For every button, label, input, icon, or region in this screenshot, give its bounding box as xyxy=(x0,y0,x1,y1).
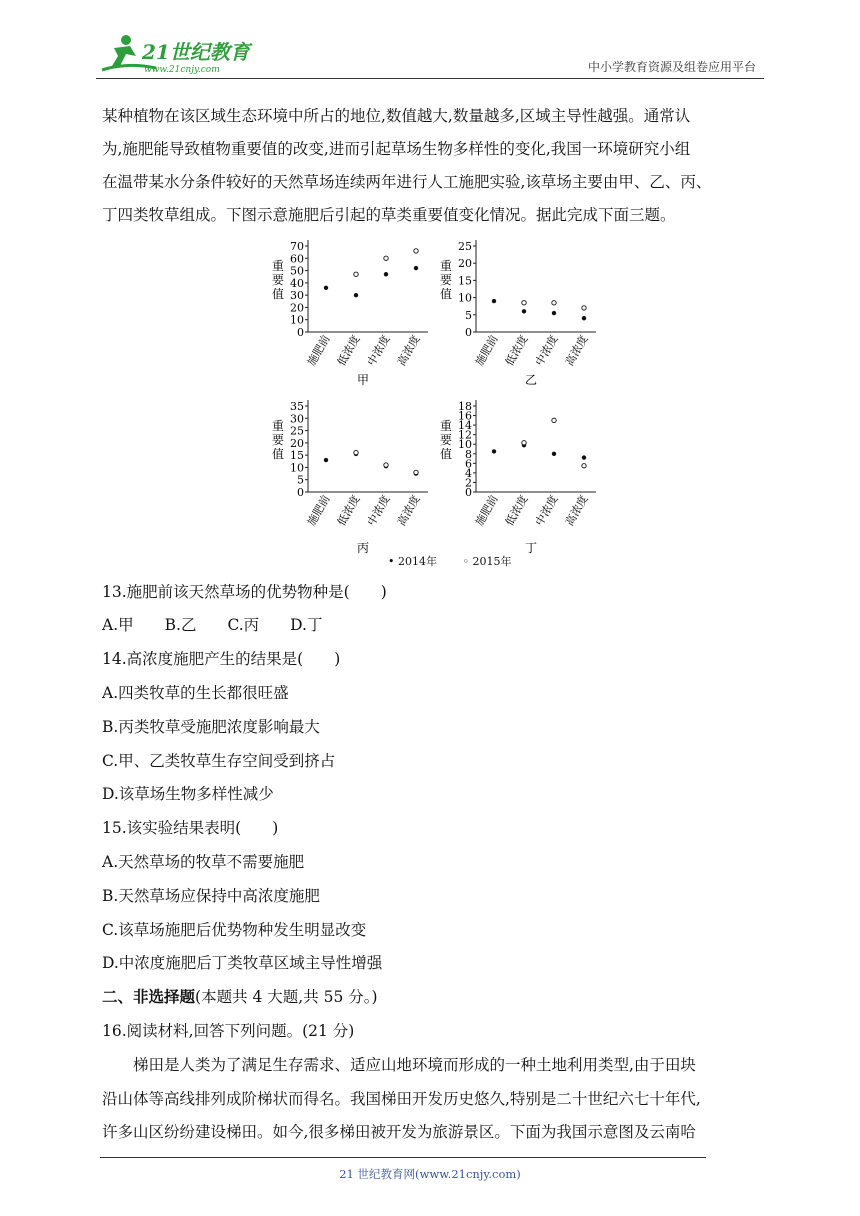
chart-legend xyxy=(388,553,533,569)
y-axis-label: 重 xyxy=(439,419,453,433)
q16-line-2: 沿山体等高线排列成阶梯状而得名。我国梯田开发历史悠久,特别是二十世纪六七十年代, xyxy=(102,1090,701,1108)
y-tick-label: 2 xyxy=(465,476,472,490)
intro-line-3: 在温带某水分条件较好的天然草场连续两年进行人工施肥实验,该草场主要由甲、乙、丙、 xyxy=(102,173,712,191)
point-2015 xyxy=(522,301,526,305)
y-tick-label: 25 xyxy=(290,424,304,438)
y-tick-label: 15 xyxy=(290,449,304,463)
x-tick-label: 高浓度 xyxy=(394,493,423,529)
q16-line-1: 梯田是人类为了满足生存需求、适应山地环境而形成的一种土地利用类型,由于田块 xyxy=(102,1056,696,1074)
q13-options: A.甲 B.乙 C.丙 D.丁 xyxy=(102,616,323,634)
y-tick-label: 15 xyxy=(458,274,472,288)
intro-line-2: 为,施肥能导致植物重要值的改变,进而引起草场生物多样性的变化,我国一环境研究小组 xyxy=(102,140,691,158)
y-tick-label: 10 xyxy=(290,461,304,475)
legend-2015: ◦ 2015年 xyxy=(462,555,512,568)
y-tick-label: 10 xyxy=(290,313,304,327)
point-2015 xyxy=(384,463,388,467)
x-tick-label: 中浓度 xyxy=(364,493,393,529)
point-2015 xyxy=(522,441,526,445)
chart-title: 丙 xyxy=(356,541,370,555)
y-tick-label: 30 xyxy=(290,412,304,426)
y-axis-label: 重 xyxy=(439,259,453,273)
y-tick-label: 8 xyxy=(465,447,472,461)
y-axis-label: 重 xyxy=(271,419,285,433)
y-tick-label: 25 xyxy=(458,240,472,253)
x-tick-label: 中浓度 xyxy=(532,493,561,529)
point-2014 xyxy=(354,293,358,297)
q14-option-c: C.甲、乙类牧草生存空间受到挤占 xyxy=(102,752,336,770)
y-axis-label: 要 xyxy=(271,433,285,447)
point-2014 xyxy=(414,266,418,270)
section2-note: (本题共 4 大题,共 55 分。) xyxy=(195,988,378,1006)
point-2014 xyxy=(492,299,496,303)
y-tick-label: 60 xyxy=(290,252,304,266)
y-axis-label: 值 xyxy=(439,287,453,301)
footer-text: 21 世纪教育网(www.21cnjy.com) xyxy=(339,1167,521,1181)
point-2015 xyxy=(582,306,586,310)
point-2015 xyxy=(552,418,556,422)
q16-line-3: 许多山区纷纷建设梯田。如今,很多梯田被开发为旅游景区。下面为我国示意图及云南哈 xyxy=(102,1123,696,1141)
page-header xyxy=(96,30,764,79)
point-2014 xyxy=(522,309,526,313)
y-tick-label: 50 xyxy=(290,264,304,278)
point-2015 xyxy=(354,272,358,276)
q15-option-c: C.该草场施肥后优势物种发生明显改变 xyxy=(102,921,367,939)
q14-option-d: D.该草场生物多样性减少 xyxy=(102,785,274,803)
y-tick-label: 0 xyxy=(297,326,304,339)
x-tick-label: 中浓度 xyxy=(364,333,393,369)
q14-option-a: A.四类牧草的生长都很旺盛 xyxy=(102,684,289,702)
y-tick-label: 5 xyxy=(297,473,304,487)
chart-title: 乙 xyxy=(524,373,538,387)
y-tick-label: 10 xyxy=(458,291,472,305)
y-axis-label: 重 xyxy=(271,259,285,273)
y-tick-label: 18 xyxy=(458,400,472,413)
x-tick-label: 低浓度 xyxy=(334,493,363,529)
y-axis-label: 要 xyxy=(271,273,285,287)
point-2015 xyxy=(552,301,556,305)
chart-jia xyxy=(268,236,448,388)
y-tick-label: 10 xyxy=(458,438,472,452)
point-2015 xyxy=(582,464,586,468)
q14-stem: 14.高浓度施肥产生的结果是( ) xyxy=(102,650,341,668)
intro-line-1: 某种植物在该区域生态环境中所占的地位,数值越大,数量越多,区域主导性越强。通常认 xyxy=(102,107,691,125)
point-2014 xyxy=(582,455,586,459)
logo-sub: www.21cnjy.com xyxy=(144,65,220,75)
y-tick-label: 6 xyxy=(465,457,472,471)
y-axis-label: 要 xyxy=(439,433,453,447)
x-tick-label: 施肥前 xyxy=(304,333,333,369)
y-tick-label: 40 xyxy=(290,276,304,290)
x-tick-label: 高浓度 xyxy=(562,333,591,369)
x-tick-label: 施肥前 xyxy=(472,333,501,369)
x-tick-label: 施肥前 xyxy=(304,493,333,529)
point-2014 xyxy=(552,311,556,315)
logo-main: 21世纪教育 xyxy=(142,40,250,64)
point-2014 xyxy=(324,286,328,290)
y-tick-label: 12 xyxy=(458,428,472,442)
y-tick-label: 30 xyxy=(290,289,304,303)
y-tick-label: 70 xyxy=(290,240,304,253)
point-2014 xyxy=(492,449,496,453)
y-tick-label: 35 xyxy=(290,400,304,413)
q15-stem: 15.该实验结果表明( ) xyxy=(102,819,279,837)
q16-stem: 16.阅读材料,回答下列问题。(21 分) xyxy=(102,1022,355,1040)
y-tick-label: 0 xyxy=(465,486,472,499)
section2-heading xyxy=(102,985,378,1007)
y-tick-label: 20 xyxy=(458,257,472,271)
point-2014 xyxy=(384,272,388,276)
section2-title: 二、非选择题 xyxy=(102,987,196,1006)
intro-line-4: 丁四类牧草组成。下图示意施肥后引起的草类重要值变化情况。据此完成下面三题。 xyxy=(102,206,676,224)
point-2014 xyxy=(324,458,328,462)
q15-option-a: A.天然草场的牧草不需要施肥 xyxy=(102,853,305,871)
point-2015 xyxy=(414,249,418,253)
point-2014 xyxy=(552,452,556,456)
logo xyxy=(96,32,266,76)
chart-title: 丁 xyxy=(524,541,538,555)
x-tick-label: 施肥前 xyxy=(472,493,501,529)
y-axis-label: 值 xyxy=(439,447,453,461)
x-tick-label: 高浓度 xyxy=(562,493,591,529)
chart-bing xyxy=(268,396,448,556)
y-tick-label: 5 xyxy=(465,308,472,322)
y-tick-label: 4 xyxy=(465,466,472,480)
legend-2014: • 2014年 xyxy=(388,555,437,568)
point-2015 xyxy=(354,450,358,454)
y-tick-label: 0 xyxy=(297,486,304,499)
point-2015 xyxy=(414,470,418,474)
x-tick-label: 低浓度 xyxy=(502,493,531,529)
q13-stem: 13.施肥前该天然草场的优势物种是( ) xyxy=(102,583,387,601)
y-axis-label: 值 xyxy=(271,447,285,461)
y-axis-label: 值 xyxy=(271,287,285,301)
y-tick-label: 0 xyxy=(465,326,472,339)
x-tick-label: 高浓度 xyxy=(394,333,423,369)
x-tick-label: 低浓度 xyxy=(334,333,363,369)
y-tick-label: 20 xyxy=(290,436,304,450)
chart-ding xyxy=(436,396,616,556)
header-platform-text: 中小学教育资源及组卷应用平台 xyxy=(587,60,756,74)
footer-rule xyxy=(100,1157,706,1158)
y-tick-label: 20 xyxy=(290,301,304,315)
x-tick-label: 低浓度 xyxy=(502,333,531,369)
x-tick-label: 中浓度 xyxy=(532,333,561,369)
y-tick-label: 14 xyxy=(458,419,472,433)
chart-yi xyxy=(436,236,616,388)
q14-option-b: B.丙类牧草受施肥浓度影响最大 xyxy=(102,718,320,736)
y-axis-label: 要 xyxy=(439,273,453,287)
chart-title: 甲 xyxy=(356,373,370,387)
q15-option-d: D.中浓度施肥后丁类牧草区域主导性增强 xyxy=(102,954,383,972)
point-2014 xyxy=(582,316,586,320)
q15-option-b: B.天然草场应保持中高浓度施肥 xyxy=(102,887,320,905)
point-2015 xyxy=(384,256,388,260)
y-tick-label: 16 xyxy=(458,409,472,423)
